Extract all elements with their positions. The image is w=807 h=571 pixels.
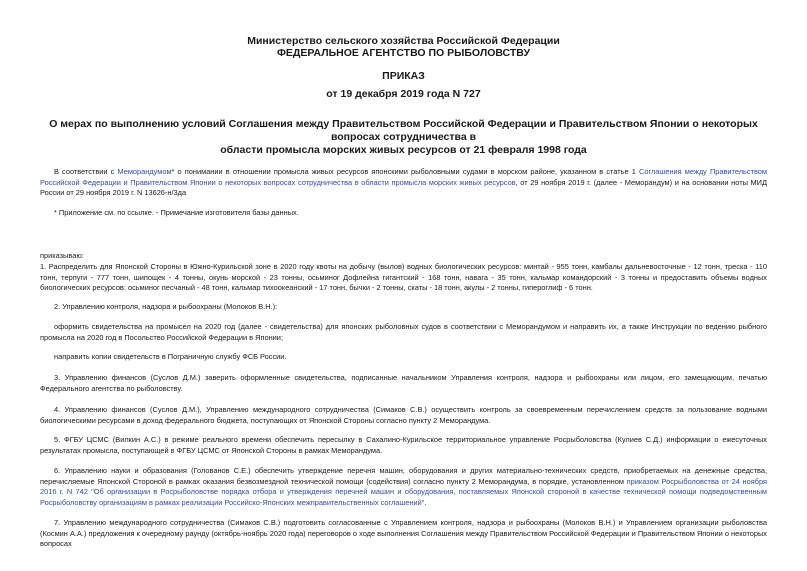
- order-742-link[interactable]: приказом Росрыболовства от 24 ноября 2016 г. N 742 "Об организации в Росрыболовстве порядка отбора и утверждения перечней машин и оборудования, поставляемых Японской стороной в качестве технической помощи подведомственным Росрыболовству организациям в рамках реализации Российско-Японских межправительственных соглашений": [40, 476, 768, 507]
- item-6-text-end: .: [424, 497, 427, 507]
- item-2a: оформить свидетельства на промысел на 2020 год (далее - свидетельства) для японских рыболовных судов в соответствии с Меморандумом и направить их, а также Инструкции по ведению рыбного промысла на 2020 год в Посольство Российской Федерации в Японии;: [40, 322, 767, 342]
- item-5: 5. ФГБУ ЦСМС (Вилкин А.С.) в режиме реального времени обеспечить пересылку в Сахалино-Курильское территориальное управление Росрыболовства (Кулиев С.Д.) информации о ежесуточных результатах промысла, поступающей в ФГБУ ЦСМС от Японской Стороны в рамках Меморандума.: [40, 435, 767, 455]
- item-3: 3. Управлению финансов (Суслов Д.М.) заверить оформленные свидетельства, подписанные начальником Управления контроля, надзора и рыбоохраны или лицом, его замещающим, печатью Федерального агентства по рыболовству.: [40, 373, 767, 393]
- memorandum-link[interactable]: Меморандумом: [117, 167, 172, 176]
- document-date-number: от 19 декабря 2019 года N 727: [326, 88, 481, 100]
- document-title-line-2: области промысла морских живых ресурсов от 21 февраля 1998 года: [220, 144, 587, 156]
- agency-name: ФЕДЕРАЛЬНОЕ АГЕНТСТВО ПО РЫБОЛОВСТВУ: [276, 47, 531, 59]
- item-2b: направить копии свидетельств в Пограничную службу ФСБ России.: [54, 352, 287, 361]
- item-4: 4. Управлению финансов (Суслов Д.М.), Управлению международного сотрудничества (Симаков С.В.) осуществить контроль за своевременным перечислением средств за пользование водными биологическими ресурсами в доход федерального бюджета, поступающих от Японской Стороны согласно пункту 2 Меморандума.: [40, 405, 767, 425]
- document-title-line-1: О мерах по выполнению условий Соглашения между Правительством Российской Федерации и Правительством Японии о некоторых вопросах сотрудничества в: [49, 118, 758, 143]
- preamble-text-3: , от 29 ноября 2019 г. (далее - Меморандум) и на основании ноты МИД России от 29 ноября 2019 г. N 13626-н/3да: [40, 177, 767, 197]
- item-1-quotas: 1. Распределить для Японской Стороны в Южно-Курильской зоне в 2020 году квоты на добычу (вылов) водных биологических ресурсов: минтай - 955 тонн, камбалы дальневосточные - 12 тонн, треска - 110 тонн, терпуги - 777 тонн, шипощек - 4 тонны, окунь морской - 23 тонны, осьминог Дофлейна гигантский - 168 тонн, навага - 35 тонн, кальмар командорский - 3 тонны и предоставить объемы водных биологических ресурсов: осьминог песчаный - 48 тонн, кальмар тихоокеанский - 17 тонн, бычки - 2 тонны, скаты - 18 тонн, акулы - 2 тонны, гипероглиф - 6 тонн.: [40, 262, 767, 292]
- document-type: ПРИКАЗ: [382, 70, 425, 82]
- preamble-text-1: В соответствии с: [54, 167, 118, 176]
- item-6-text: 6. Управлению науки и образования (Голованов С.Е.) обеспечить утверждение перечня машин, оборудования и других материально-технических средств, приобретаемых на денежные средства, перечисляемые Японской Стороной в рамках оказания безвозмездной технической помощи (содействия) согласно пункту 2 Меморандума, в порядке, установленном: [40, 466, 767, 486]
- item-7: 7. Управлению международного сотрудничества (Симаков С.В.) подготовить согласованные с Управлением контроля, надзора и рыбоохраны (Молоков В.Н.) и Управлением организации рыболовства (Космин А.А.) предложения к очередному раунду (октябрь-ноябрь 2020 года) переговоров о ходе выполнения Соглашения между Правительством Российской Федерации и Правительством Японии о некоторых вопросах: [40, 518, 767, 548]
- footnote: * Приложение см. по ссылке. - Примечание изготовителя базы данных.: [54, 208, 299, 217]
- item-6: [40, 466, 767, 508]
- agreement-link[interactable]: Соглашения между Правительством Российской Федерации и Правительством Японии о некоторых вопросах сотрудничества в области промысла морских живых ресурсов: [40, 167, 767, 187]
- preamble-paragraph: [40, 167, 767, 199]
- preamble-text-2: * о понимании в отношении промысла живых ресурсов японскими рыболовными судами в морском районе, указанном в статье 1: [171, 167, 639, 176]
- item-2: 2. Управлению контроля, надзора и рыбоохраны (Молоков В.Н.):: [54, 302, 278, 311]
- order-word: приказываю:: [40, 251, 84, 260]
- document-title: [40, 118, 767, 157]
- ministry-name: Министерство сельского хозяйства Российской Федерации: [247, 35, 560, 47]
